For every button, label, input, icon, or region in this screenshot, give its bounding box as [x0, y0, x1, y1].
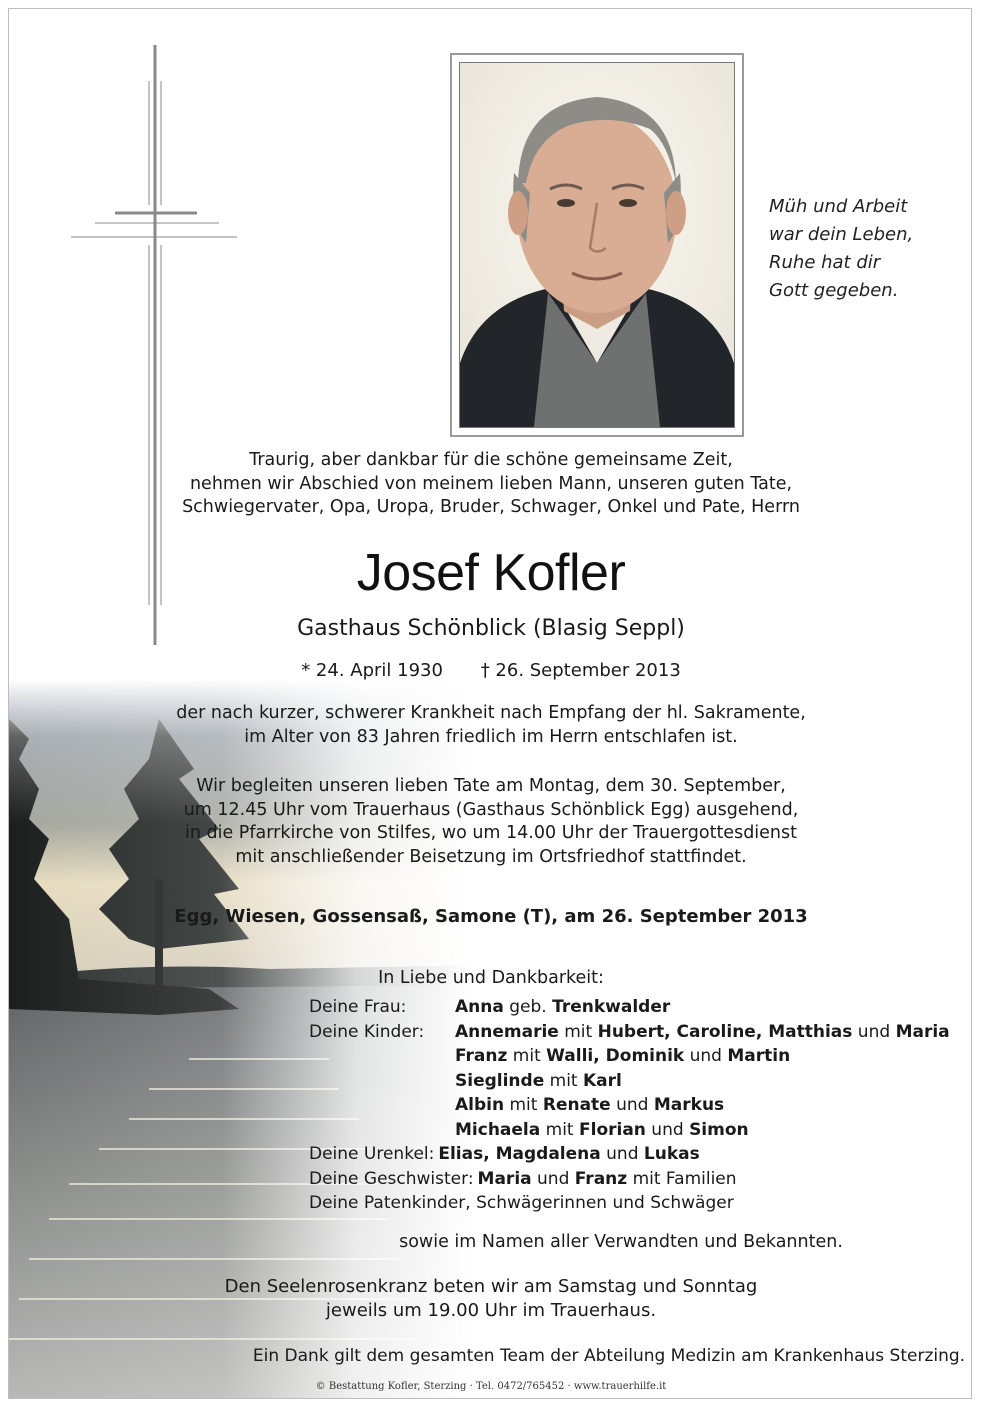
name-bold: , [483, 1144, 496, 1164]
name-bold: Maria [895, 1021, 950, 1042]
obituary-card [8, 8, 972, 1399]
family-label: Deine Urenkel: [309, 1144, 435, 1164]
name-bold: Magdalena [495, 1144, 601, 1164]
name-bold: Michaela [455, 1119, 541, 1140]
intro-line: Schwiegervater, Opa, Uropa, Bruder, Schwager, Onkel und Pate, Herrn [182, 497, 800, 517]
name-bold: , [593, 1046, 606, 1066]
family-row-children [309, 1020, 950, 1045]
family-members [455, 1020, 950, 1045]
name-bold: Matthias [768, 1021, 853, 1042]
portrait-frame [450, 53, 744, 437]
name-bold: Walli [546, 1046, 594, 1066]
connector: und [852, 1021, 896, 1042]
family-row-children-5 [309, 1118, 950, 1143]
family-row-siblings [309, 1167, 950, 1192]
connector: mit Familien [627, 1168, 737, 1189]
name-bold: Dominik [605, 1046, 685, 1066]
rosary-line: jeweils um 19.00 Uhr im Trauerhaus. [325, 1300, 657, 1321]
birth-date: * 24. April 1930 [301, 660, 443, 681]
motto-line: Ruhe hat dir [769, 252, 881, 273]
connector: und [600, 1144, 644, 1164]
name-bold: , [664, 1021, 677, 1042]
family-members [455, 995, 670, 1020]
family-label: Deine Geschwister: [309, 1168, 474, 1189]
name-bold: Martin [727, 1046, 791, 1066]
name-bold: Trenkwalder [552, 997, 671, 1017]
funeral-line: um 12.45 Uhr vom Trauerhaus (Gasthaus Schönblick Egg) ausgehend, [183, 799, 799, 820]
funeral-text [9, 775, 972, 869]
name-bold: Florian [579, 1119, 646, 1140]
deceased-subtitle: Gasthaus Schönblick (Blasig Seppl) [297, 616, 685, 641]
thanks-line: Ein Dank gilt dem gesamten Team der Abteilung Medizin am Krankenhaus Sterzing. [252, 1346, 966, 1366]
name-bold: Simon [689, 1119, 749, 1140]
motto-line: Müh und Arbeit [769, 196, 908, 217]
family-label: Deine Frau: [309, 997, 407, 1017]
name-bold: Lukas [643, 1144, 700, 1164]
family-members [455, 1044, 790, 1069]
name-bold: Franz [455, 1046, 508, 1066]
name-bold: Franz [574, 1168, 628, 1189]
family-members [455, 1069, 622, 1094]
connector: und [684, 1046, 728, 1066]
family-row-wife [309, 995, 950, 1020]
family-row-children-3 [309, 1069, 950, 1094]
name-bold: Maria [477, 1168, 532, 1189]
intro-line: nehmen wir Abschied von meinem lieben Mann, unseren guten Tate, [189, 473, 793, 494]
connector: mit [507, 1046, 547, 1066]
love-line: In Liebe und Dankbarkeit: [378, 968, 604, 988]
funeral-line: mit anschließender Beisetzung im Ortsfriedhof stattfindet. [235, 846, 747, 867]
relatives-line: sowie im Namen aller Verwandten und Bekannten. [399, 1232, 843, 1252]
godchildren-line: Deine Patenkinder, Schwägerinnen und Schwäger [309, 1193, 734, 1213]
portrait-photo [459, 62, 735, 428]
rosary-line: Den Seelenrosenkranz beten wir am Samstag und Sonntag [224, 1276, 758, 1297]
name-bold: Sieglinde [455, 1070, 545, 1091]
name-bold: Hubert [597, 1021, 665, 1042]
connector: und [610, 1095, 654, 1115]
family-list [309, 995, 950, 1216]
funeral-line: in die Pfarrkirche von Stilfes, wo um 14.00 Uhr der Trauergottesdienst [184, 823, 797, 843]
death-line: der nach kurzer, schwerer Krankheit nach Empfang der hl. Sakramente, [176, 703, 806, 723]
name-bold: Caroline [676, 1021, 756, 1042]
connector: mit [540, 1119, 579, 1140]
family-label: Deine Kinder: [309, 1021, 425, 1042]
connector: geb. [503, 997, 553, 1017]
motto-line: Gott gegeben. [769, 280, 899, 301]
name-bold: Annemarie [455, 1021, 559, 1042]
family-row-children-4 [309, 1093, 950, 1118]
family-row-greatgrandchildren [309, 1142, 950, 1167]
family-row-godchildren [309, 1191, 950, 1216]
connector: mit [504, 1095, 543, 1115]
family-members [478, 1167, 737, 1192]
family-members [455, 1093, 724, 1118]
death-text [9, 702, 972, 749]
connector: mit [544, 1070, 583, 1091]
funeral-line: Wir begleiten unseren lieben Tate am Montag, dem 30. September, [196, 776, 786, 796]
motto-line: war dein Leben, [769, 224, 914, 245]
name-bold: Elias [438, 1144, 484, 1164]
connector: und [531, 1168, 575, 1189]
death-line: im Alter von 83 Jahren friedlich im Herrn entschlafen ist. [244, 726, 738, 747]
footer-credit: © Bestattung Kofler, Sterzing · Tel. 0472/765452 · www.trauerhilfe.it [315, 1381, 667, 1392]
rosary-text [9, 1275, 972, 1323]
motto-verse [769, 193, 969, 305]
family-members [455, 1118, 749, 1143]
connector: und [645, 1119, 690, 1140]
name-bold: Karl [583, 1070, 622, 1091]
name-bold: , [755, 1021, 769, 1042]
name-bold: Renate [542, 1095, 611, 1115]
family-members [438, 1142, 699, 1167]
place-date: Egg, Wiesen, Gossensaß, Samone (T), am 26. September 2013 [174, 906, 808, 927]
family-row-children-2 [309, 1044, 950, 1069]
name-bold: Markus [653, 1095, 725, 1115]
name-bold: Albin [455, 1095, 505, 1115]
life-dates [9, 659, 972, 683]
intro-line: Traurig, aber dankbar für die schöne gemeinsame Zeit, [249, 450, 733, 470]
intro-text [9, 449, 972, 520]
name-bold: Anna [455, 997, 504, 1017]
deceased-name: Josef Kofler [356, 544, 626, 602]
connector: mit [558, 1021, 598, 1042]
death-date: † 26. September 2013 [480, 660, 681, 681]
